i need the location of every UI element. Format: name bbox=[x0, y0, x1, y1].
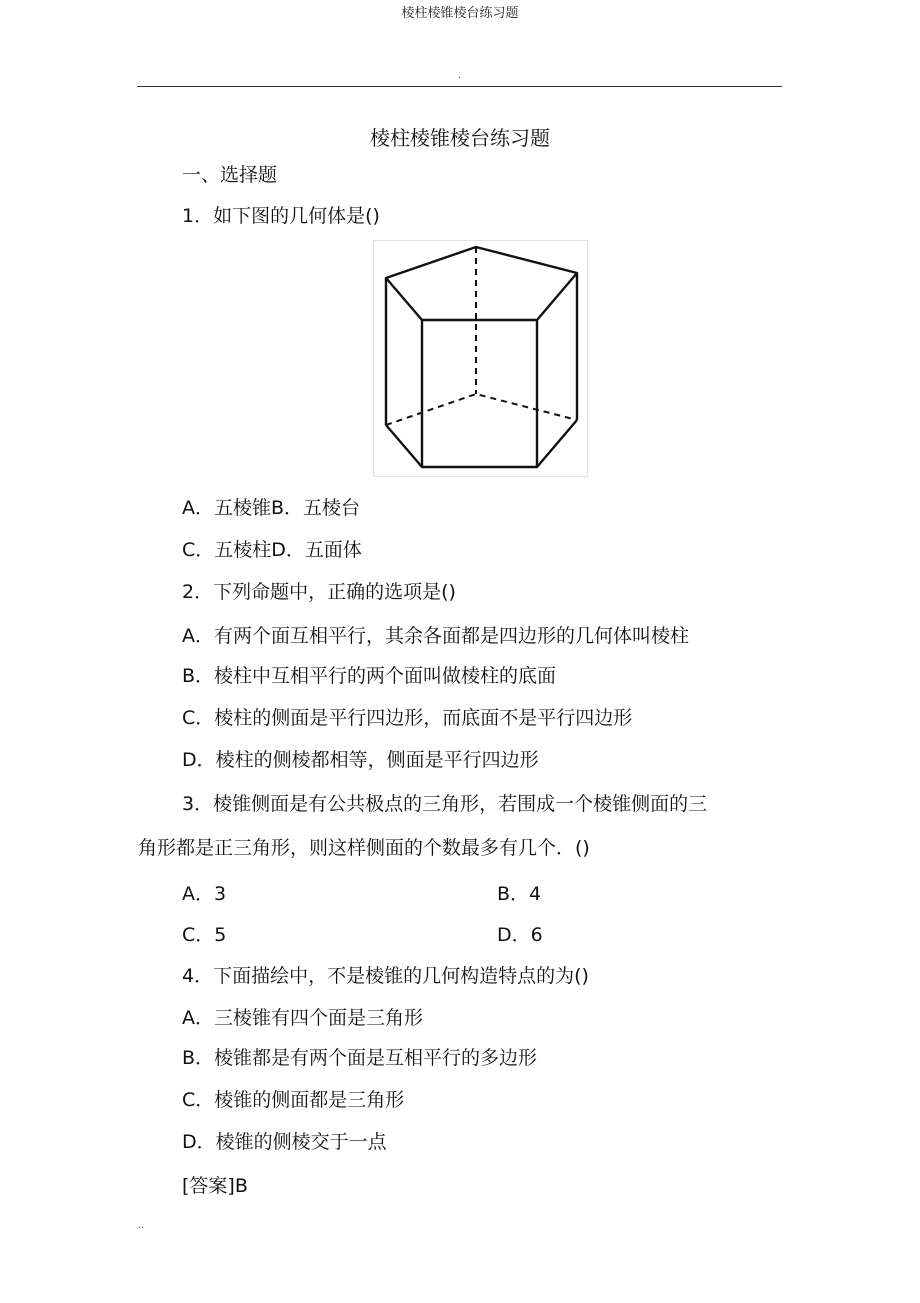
question-3-option-a: A．3 bbox=[182, 883, 227, 905]
top-pentagon bbox=[386, 247, 577, 320]
figure-frame bbox=[374, 241, 588, 477]
question-2-option-a: A．有两个面互相平行，其余各面都是四边形的几何体叫棱柱 bbox=[182, 625, 689, 647]
hidden-edges bbox=[386, 247, 577, 425]
running-header: 棱柱棱锥棱台练习题 bbox=[401, 6, 519, 21]
question-3-option-c: C．5 bbox=[182, 924, 227, 946]
footer-dots: .. bbox=[138, 1220, 145, 1231]
question-4-option-a: A．三棱锥有四个面是三角形 bbox=[182, 1007, 423, 1029]
section-heading: 一、选择题 bbox=[182, 164, 278, 186]
question-1-options-ab: A．五棱锥B．五棱台 bbox=[182, 497, 361, 519]
question-2-option-c: C．棱柱的侧面是平行四边形，而底面不是平行四边形 bbox=[182, 707, 633, 729]
pentagonal-prism-figure bbox=[373, 240, 588, 477]
question-4-option-b: B．棱锥都是有两个面是互相平行的多边形 bbox=[182, 1047, 538, 1069]
document-title: 棱柱棱锥棱台练习题 bbox=[370, 126, 550, 150]
question-2-stem: 2．下列命题中，正确的选项是() bbox=[182, 581, 456, 603]
question-3-option-b: B．4 bbox=[497, 883, 542, 905]
hidden-bottom-edges bbox=[386, 394, 577, 425]
question-3-stem-line-2: 角形都是正三角形，则这样侧面的个数最多有几个．() bbox=[138, 837, 590, 859]
visible-edges bbox=[386, 247, 577, 467]
question-1-options-cd: C．五棱柱D．五面体 bbox=[182, 539, 362, 561]
header-dot: . bbox=[458, 70, 462, 81]
question-4-answer: [答案]B bbox=[182, 1175, 248, 1197]
question-3-option-d: D．6 bbox=[497, 924, 543, 946]
question-2-option-d: D．棱柱的侧棱都相等，侧面是平行四边形 bbox=[182, 749, 539, 771]
question-2-option-b: B．棱柱中互相平行的两个面叫做棱柱的底面 bbox=[182, 665, 557, 687]
question-4-option-c: C．棱锥的侧面都是三角形 bbox=[182, 1089, 405, 1111]
question-4-option-d: D．棱锥的侧棱交于一点 bbox=[182, 1131, 387, 1153]
header-rule bbox=[137, 86, 782, 87]
bottom-visible-edges bbox=[386, 420, 577, 467]
question-1-stem: 1．如下图的几何体是() bbox=[182, 205, 380, 227]
question-4-stem: 4．下面描绘中，不是棱锥的几何构造特点的为() bbox=[182, 965, 589, 987]
question-3-stem-line-1: 3．棱锥侧面是有公共极点的三角形，若围成一个棱锥侧面的三 bbox=[182, 793, 708, 815]
